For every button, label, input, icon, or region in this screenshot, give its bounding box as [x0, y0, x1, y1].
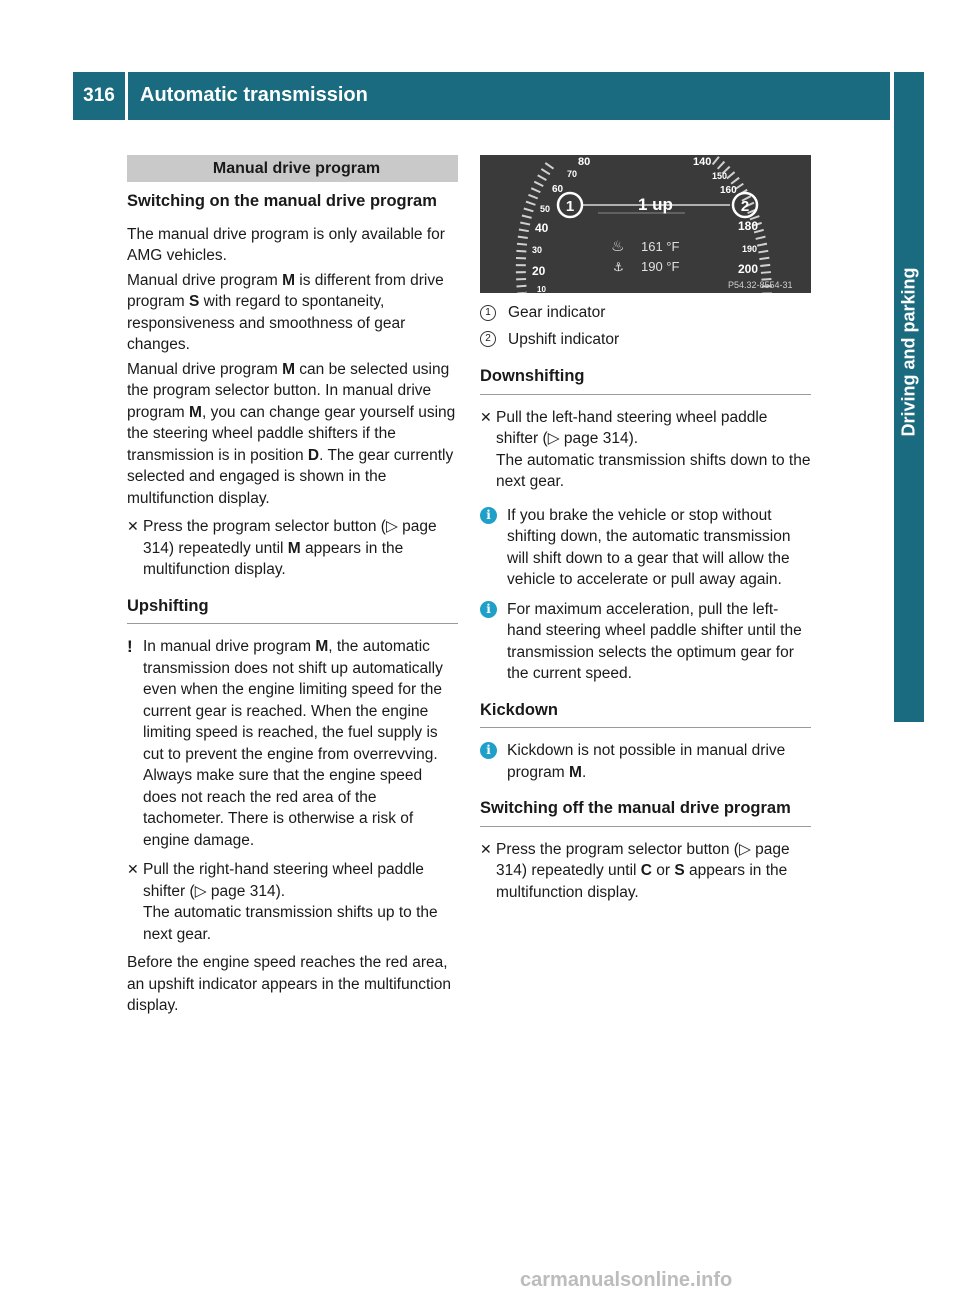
instruction-step: ✕ Pull the left-hand steering wheel paddle shifter (▷ page 314). The automatic transmission shifts down to the next gear. [480, 408, 811, 490]
legend-number-icon: 2 [480, 331, 496, 347]
instrument-cluster-figure [480, 155, 811, 293]
paragraph: The manual drive program is only available for AMG vehicles. [127, 225, 445, 264]
page-reference-link[interactable]: ▷ page 314 [496, 840, 790, 879]
paragraph: Before the engine speed reaches the red area, an upshift indicator appears in the multifunction display. [127, 954, 451, 1014]
legend-item: 2 Upshift indicator [480, 329, 811, 351]
coolant-temp-icon: ⚓ [613, 260, 624, 274]
step-marker-icon: ✕ [127, 518, 139, 534]
temperature-reading: 190 °F [641, 259, 680, 274]
paragraph: Manual drive program M is different from drive program S with regard to spontaneity, responsiveness and smoothness of gear changes. [127, 271, 444, 353]
step-marker-icon: ✕ [480, 408, 492, 425]
section-title: Manual drive program [127, 155, 458, 182]
info-icon: i [480, 601, 497, 618]
tick-label: 150 [712, 171, 728, 181]
warning-icon: ! [127, 637, 133, 656]
tick-label: 190 [742, 244, 758, 254]
paragraph: Manual drive program M can be selected using the program selector button. In manual drive program M, you can change gear yourself using the steering wheel paddle shifters if the transmission is in position D. The gear currently selected and engaged is shown in the multifunction display. [127, 360, 456, 507]
tick-label: 200 [738, 262, 759, 276]
oil-temp-icon: ♨ [611, 237, 625, 255]
tick-label: 30 [532, 245, 543, 255]
instruction-step: ✕ Pull the right-hand steering wheel paddle shifter (▷ page 314). The automatic transmission shifts up to the next gear. [127, 861, 438, 943]
page-reference-link[interactable]: ▷ page 314 [143, 518, 437, 557]
tick-label: 160 [720, 185, 737, 196]
tick-label: 50 [540, 204, 551, 214]
temperature-reading: 161 °F [641, 239, 680, 254]
kickdown-heading: Kickdown [480, 700, 811, 729]
upshifting-heading: Upshifting [127, 596, 458, 625]
gear-display-text: 1 up [638, 195, 673, 214]
page-reference-link[interactable]: ▷ page 314 [547, 430, 629, 447]
watermark: carmanualsonline.info [520, 1269, 733, 1291]
step-marker-icon: ✕ [127, 861, 139, 877]
switching-on-heading: Switching on the manual drive program [127, 192, 437, 210]
chapter-title: Automatic transmission [128, 72, 890, 120]
switching-off-heading: Switching off the manual drive program [480, 798, 811, 827]
marker-1-label: 1 [565, 198, 575, 215]
instruction-step: ✕ Press the program selector button (▷ page 314) repeatedly until C or S appears in the multifunction display. [480, 840, 790, 901]
page-reference-link[interactable]: ▷ page 314 [194, 882, 276, 900]
tick-label: 20 [532, 264, 546, 278]
tick-label: 60 [552, 184, 564, 195]
info-note: i If you brake the vehicle or stop without shifting down, the automatic transmission will shift down to a gear that will allow the vehicle to accelerate or pull away again. [480, 505, 811, 591]
tick-label: 40 [535, 221, 549, 235]
side-tab-label: Driving and parking [898, 267, 919, 437]
page-number: 316 [73, 72, 125, 120]
instruction-step: ✕ Press the program selector button (▷ page 314) repeatedly until M appears in the multifunction display. [127, 518, 437, 578]
info-note: i For maximum acceleration, pull the left-hand steering wheel paddle shifter until the transmission selects the optimum gear for the current speed. [480, 599, 811, 685]
tick-label: 70 [567, 169, 578, 179]
warning-note: ! In manual drive program M, the automatic transmission does not shift up automatically even when the engine limiting speed for the current gear is reached. When the engine limiting speed is reached, the fuel supply is cut to prevent the engine from overrevving. Always make sure that the engine speed does not reach the red area of the tachometer. There is otherwise a risk of engine damage. [127, 637, 443, 849]
right-column [480, 302, 811, 910]
info-icon: i [480, 742, 497, 759]
figure-code: P54.32-8554-31 [728, 280, 793, 290]
tick-label: 10 [537, 285, 546, 293]
marker-2-label: 2 [740, 198, 750, 215]
left-column [127, 155, 458, 1020]
tick-label: 180 [738, 219, 759, 233]
legend-item: 1 Gear indicator [480, 302, 811, 324]
tick-label: 80 [578, 156, 591, 168]
downshifting-heading: Downshifting [480, 366, 811, 395]
info-icon: i [480, 507, 497, 524]
info-note: i Kickdown is not possible in manual drive program M. [480, 740, 811, 783]
step-marker-icon: ✕ [480, 840, 492, 857]
tick-label: 140 [693, 156, 712, 168]
legend-number-icon: 1 [480, 305, 496, 321]
